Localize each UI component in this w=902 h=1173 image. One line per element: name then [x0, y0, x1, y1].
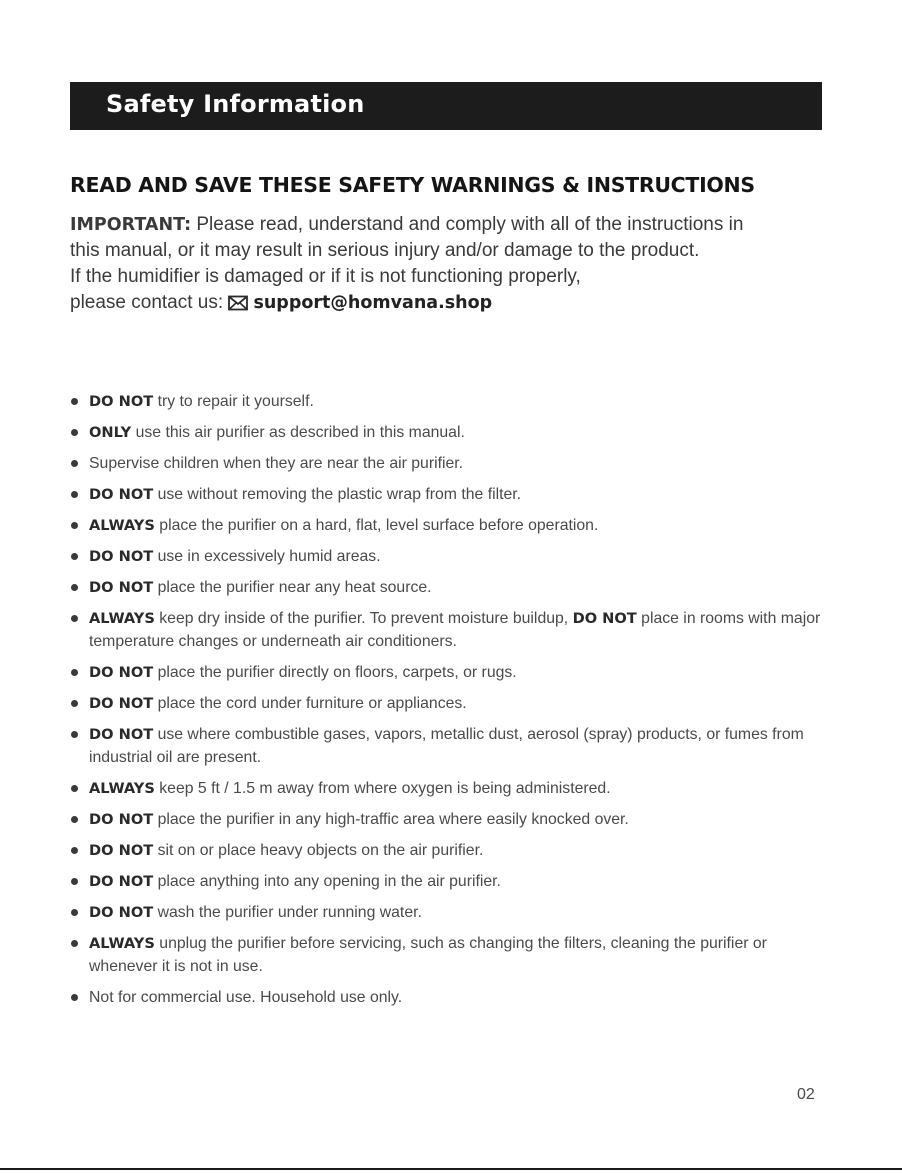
safety-warnings-list: [70, 390, 830, 1017]
warning-text: unplug the purifier before servicing, such as changing the filters, cleaning the purifier or whenever it is not in use.: [89, 935, 767, 975]
contact-prefix: please contact us:: [70, 292, 229, 313]
intro-paragraph: [70, 212, 840, 316]
page-heading: READ AND SAVE THESE SAFETY WARNINGS & INSTRUCTIONS: [70, 173, 755, 197]
warning-item: [70, 692, 830, 715]
warning-item: [70, 932, 830, 978]
warning-text: Not for commercial use. Household use only.: [89, 989, 403, 1006]
bottom-divider: [0, 1168, 902, 1170]
warning-text: use without removing the plastic wrap from the filter.: [153, 486, 522, 503]
warning-text: place the cord under furniture or appliances.: [153, 695, 467, 712]
warning-item: [70, 661, 830, 684]
intro-line-4: [70, 290, 840, 316]
warning-item: [70, 576, 830, 599]
warning-text: sit on or place heavy objects on the air purifier.: [153, 842, 484, 859]
warning-keyword: DO NOT: [89, 548, 154, 565]
warning-keyword: ALWAYS: [89, 935, 155, 952]
warning-text: place the purifier on a hard, flat, level surface before operation.: [154, 517, 599, 534]
warning-text: wash the purifier under running water.: [153, 904, 422, 921]
intro-line-3: If the humidifier is damaged or if it is not functioning properly,: [70, 266, 581, 287]
warning-text: use where combustible gases, vapors, metallic dust, aerosol (spray) products, or fumes from industrial oil are present.: [89, 726, 804, 766]
warning-keyword: DO NOT: [89, 811, 154, 828]
warning-text: keep dry inside of the purifier. To prevent moisture buildup,: [154, 610, 573, 627]
warning-text: place the purifier in any high-traffic area where easily knocked over.: [153, 811, 629, 828]
warning-item: [70, 452, 830, 475]
warning-keyword: DO NOT: [89, 842, 154, 859]
warning-keyword: DO NOT: [89, 579, 154, 596]
warning-keyword: DO NOT: [89, 486, 154, 503]
warning-keyword: DO NOT: [89, 393, 154, 410]
warning-keyword: DO NOT: [572, 610, 637, 627]
warning-item: [70, 483, 830, 506]
warning-keyword: ALWAYS: [89, 610, 155, 627]
warning-text: try to repair it yourself.: [153, 393, 314, 410]
section-title: Safety Information: [106, 90, 365, 118]
warning-text: place the purifier near any heat source.: [153, 579, 432, 596]
warning-item: [70, 723, 830, 769]
warning-text: Supervise children when they are near the air purifier.: [89, 455, 464, 472]
warning-keyword: ALWAYS: [89, 780, 155, 797]
warning-keyword: DO NOT: [89, 695, 154, 712]
warning-item: [70, 777, 830, 800]
warning-keyword: ONLY: [89, 424, 132, 441]
warning-text: use this air purifier as described in this manual.: [131, 424, 465, 441]
important-label: IMPORTANT:: [70, 215, 192, 235]
warning-item: [70, 839, 830, 862]
warning-item: [70, 808, 830, 831]
intro-line-1: [70, 212, 840, 238]
envelope-icon: [228, 295, 248, 311]
warning-item: [70, 901, 830, 924]
intro-line-2: this manual, or it may result in serious injury and/or damage to the product.: [70, 240, 700, 261]
warning-text: keep 5 ft / 1.5 m away from where oxygen is being administered.: [154, 780, 611, 797]
warning-item: [70, 607, 830, 653]
intro-line-1-text: Please read, understand and comply with all of the instructions in: [191, 214, 744, 235]
warning-keyword: DO NOT: [89, 664, 154, 681]
warning-keyword: DO NOT: [89, 904, 154, 921]
warning-keyword: DO NOT: [89, 726, 154, 743]
warning-keyword: DO NOT: [89, 873, 154, 890]
warning-keyword: ALWAYS: [89, 517, 155, 534]
support-email-link[interactable]: support@homvana.shop: [253, 293, 493, 313]
warning-item: [70, 545, 830, 568]
warning-text: place the purifier directly on floors, carpets, or rugs.: [153, 664, 517, 681]
warning-text: place in rooms with major temperature changes or underneath air conditioners.: [89, 610, 821, 650]
warning-item: [70, 986, 830, 1009]
page-number: 02: [797, 1086, 815, 1103]
section-header-bar: [70, 82, 822, 130]
warning-item: [70, 514, 830, 537]
warning-text: place anything into any opening in the air purifier.: [153, 873, 501, 890]
warning-text: use in excessively humid areas.: [153, 548, 381, 565]
warning-item: [70, 870, 830, 893]
warning-item: [70, 421, 830, 444]
warning-item: [70, 390, 830, 413]
